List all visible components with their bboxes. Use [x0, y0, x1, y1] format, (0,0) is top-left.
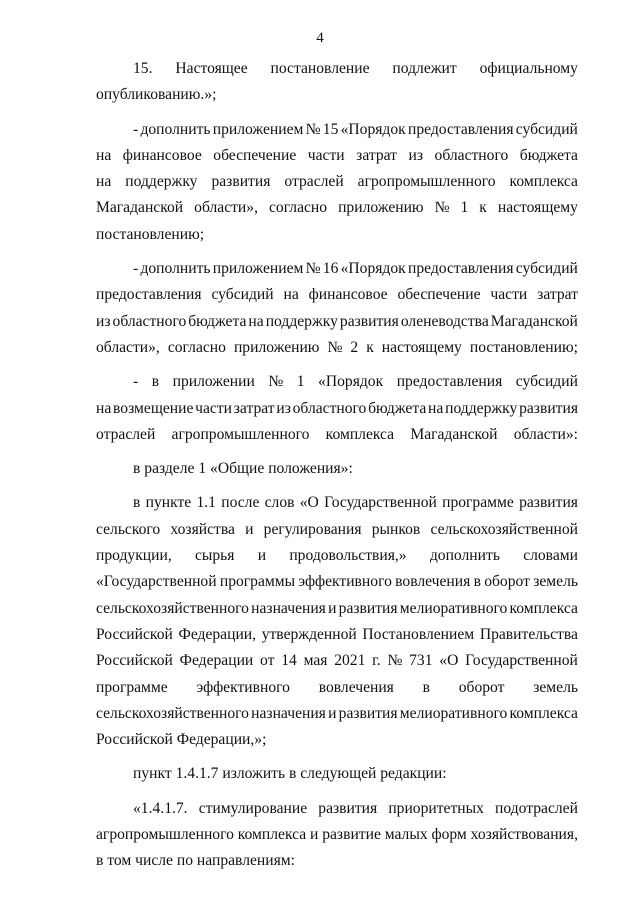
word: 1.4.1.7	[175, 765, 223, 783]
word: сельскохозяйственной	[430, 520, 578, 538]
word: «Порядок	[340, 260, 406, 278]
word: возмещение	[113, 399, 194, 417]
text-line	[96, 195, 578, 221]
page-number: 4	[316, 30, 324, 46]
word: и	[328, 704, 337, 722]
word: мелиоративного	[399, 704, 508, 722]
text-line	[96, 675, 578, 701]
word: к	[366, 338, 374, 356]
word: программы	[219, 573, 296, 591]
word: к	[479, 199, 487, 217]
text-line	[96, 256, 578, 282]
word: хозяйства	[170, 520, 235, 538]
word: развития	[211, 173, 271, 191]
word: слов	[264, 494, 295, 512]
word: Настоящее	[175, 60, 248, 77]
text-line: опубликованию.»;	[96, 86, 217, 104]
word: 2021	[334, 652, 366, 670]
word: числе	[135, 852, 177, 870]
word: по	[176, 852, 197, 870]
word: мая	[303, 652, 328, 670]
text-line	[96, 543, 578, 569]
word: -	[133, 260, 139, 278]
word: субсидий	[211, 286, 274, 304]
word: предоставления	[396, 373, 503, 391]
word: 15.	[133, 60, 153, 77]
text-line	[96, 761, 578, 787]
word: 731	[409, 652, 433, 670]
word: №	[268, 373, 284, 391]
word: и	[310, 826, 319, 844]
word: №	[387, 652, 403, 670]
word: развития	[338, 704, 398, 722]
word: «Государственной	[96, 573, 217, 591]
word: согласно	[167, 338, 226, 356]
word: продукции,	[96, 547, 172, 565]
word: постановление	[270, 60, 370, 77]
text-line	[96, 569, 578, 595]
word: подлежит	[392, 60, 457, 77]
word: приложением	[212, 120, 304, 138]
word: рынков	[371, 520, 421, 538]
text-line	[96, 422, 578, 448]
word: приложению	[338, 199, 424, 217]
word: и	[328, 599, 337, 617]
word: земель	[533, 573, 578, 591]
word: «Общие	[210, 460, 269, 478]
word: дополнить	[429, 547, 500, 565]
word: дополнить	[140, 120, 211, 138]
word: постановлению;	[469, 338, 578, 356]
word: дополнить	[140, 260, 211, 278]
word: комплекса	[325, 425, 395, 443]
word: продовольствия,»	[289, 547, 407, 565]
word: области»:	[513, 425, 578, 443]
word: агропромышленного	[96, 826, 234, 844]
word: Государственной	[465, 652, 578, 670]
word: на	[96, 399, 112, 417]
word: на	[283, 286, 299, 304]
word: развитие	[322, 826, 381, 844]
word: утвержденной	[261, 625, 357, 643]
word: приложению	[233, 338, 320, 356]
word: Государственной	[324, 494, 437, 512]
word: из	[276, 399, 291, 417]
word: на	[248, 312, 264, 330]
word: областного	[434, 146, 509, 164]
word: на	[96, 146, 112, 164]
word: Российской	[96, 625, 173, 643]
word: «1.4.1.7.	[133, 799, 188, 817]
word: «О	[439, 652, 459, 670]
word: вовлечения	[318, 678, 394, 696]
word: 2	[350, 338, 359, 356]
word: Правительства	[479, 625, 578, 643]
word: стимулирование	[198, 799, 308, 817]
word: от	[260, 652, 275, 670]
word: обеспечение	[397, 286, 481, 304]
word: направлениям:	[196, 852, 295, 870]
word: сельскохозяйственного	[96, 599, 249, 617]
word: в	[289, 765, 301, 783]
word: №	[305, 260, 321, 278]
word: -	[133, 373, 139, 391]
word: регулирования	[263, 520, 362, 538]
word: настоящему	[381, 338, 462, 356]
word: 16	[322, 260, 339, 278]
word: комплекса	[509, 173, 578, 191]
text-line	[96, 396, 578, 422]
word: -	[133, 120, 139, 138]
text-line	[96, 117, 578, 143]
word: после	[221, 494, 260, 512]
word: «О	[299, 494, 319, 512]
text-line	[96, 848, 578, 874]
word: №	[327, 338, 343, 356]
word: вовлечения	[395, 573, 471, 591]
word: пункт	[133, 765, 176, 783]
word: пункте	[145, 494, 192, 512]
word: малых	[384, 826, 428, 844]
word: форм	[431, 826, 467, 844]
text-line	[96, 309, 578, 335]
word: разделе	[144, 460, 199, 478]
text-line	[96, 169, 578, 195]
word: следующей	[300, 765, 381, 783]
word: 1	[296, 373, 305, 391]
word: части	[307, 146, 345, 164]
word: 15	[322, 120, 339, 138]
word: Федерации	[179, 652, 254, 670]
word: областного	[112, 312, 187, 330]
word: 14	[281, 652, 297, 670]
word: развития	[519, 399, 578, 417]
word: субсидий	[515, 260, 578, 278]
word: оборот	[484, 573, 530, 591]
word: Магаданской	[490, 312, 578, 330]
text-line	[96, 517, 578, 543]
word: финансовое	[308, 286, 388, 304]
word: на	[96, 173, 112, 191]
word: развития	[339, 312, 399, 330]
word: предоставления	[407, 120, 514, 138]
word: словами	[523, 547, 578, 565]
word: 1	[460, 199, 469, 217]
word: сырья	[194, 547, 235, 565]
word: бюджета	[188, 312, 247, 330]
word: Федерации,»;	[176, 731, 267, 749]
word: назначения	[251, 704, 326, 722]
word: отраслей	[284, 173, 344, 191]
word: 1	[198, 460, 211, 478]
word: части	[195, 399, 232, 417]
text-line: постановлению;	[96, 225, 205, 243]
word: на	[428, 399, 444, 417]
text-line	[96, 490, 578, 516]
text-line	[96, 596, 578, 622]
word: назначения	[251, 599, 326, 617]
word: положения»:	[268, 460, 353, 478]
text-line	[96, 648, 578, 674]
word: агропромышленного	[357, 173, 496, 191]
word: программе	[442, 494, 514, 512]
word: комплекса	[509, 599, 578, 617]
word: сельскохозяйственного	[96, 704, 249, 722]
word: отраслей	[96, 425, 156, 443]
word: развития	[338, 599, 398, 617]
word: программе	[96, 678, 168, 696]
word: эффективного	[298, 573, 392, 591]
word: Магаданской	[96, 199, 184, 217]
text-line	[96, 282, 578, 308]
word: оленеводства	[400, 312, 489, 330]
word: в	[133, 460, 145, 478]
word: Магаданской	[410, 425, 498, 443]
word: из	[408, 146, 424, 164]
word: редакции:	[380, 765, 447, 783]
word: комплекса	[509, 704, 578, 722]
word: и	[257, 547, 267, 565]
word: в	[473, 573, 481, 591]
word: том	[107, 852, 136, 870]
document-body	[96, 56, 578, 875]
word: области»,	[194, 199, 258, 217]
text-line	[96, 335, 578, 361]
word: Российской	[96, 731, 177, 749]
word: обеспечение	[213, 146, 297, 164]
word: предоставления	[96, 286, 202, 304]
word: земель	[533, 678, 578, 696]
text-line	[96, 796, 578, 822]
word: и	[245, 520, 254, 538]
word: подотраслей	[495, 799, 578, 817]
word: Федерации,	[178, 625, 257, 643]
word: затрат	[233, 399, 275, 417]
text-line	[96, 701, 578, 727]
word: развития	[519, 494, 578, 512]
word: в	[96, 852, 108, 870]
word: комплекса	[237, 826, 307, 844]
text-line	[96, 622, 578, 648]
word: затрат	[356, 146, 397, 164]
word: из	[96, 312, 111, 330]
word: «Порядок	[318, 373, 384, 391]
word: №	[305, 120, 321, 138]
word: 1.1	[196, 494, 216, 512]
word: затрат	[537, 286, 578, 304]
word: настоящему	[497, 199, 578, 217]
word: поддержку	[445, 399, 518, 417]
text-line	[96, 727, 578, 753]
word: части	[490, 286, 528, 304]
word: субсидий	[515, 120, 578, 138]
word: приложении	[172, 373, 255, 391]
word: Постановлением	[362, 625, 475, 643]
text-line	[96, 369, 578, 395]
word: области»,	[96, 338, 160, 356]
word: г.	[372, 652, 381, 670]
word: эффективного	[196, 678, 290, 696]
word: «Порядок	[340, 120, 406, 138]
word: официальному	[479, 60, 578, 77]
word: сельского	[96, 520, 161, 538]
word: поддержку	[265, 312, 338, 330]
word: субсидий	[515, 373, 578, 391]
text-line	[96, 56, 578, 82]
text-line	[96, 143, 578, 169]
word: развития	[318, 799, 378, 817]
word: в	[133, 494, 141, 512]
word: мелиоративного	[399, 599, 508, 617]
word: поддержку	[125, 173, 198, 191]
word: предоставления	[407, 260, 514, 278]
word: агропромышленного	[171, 425, 310, 443]
word: приоритетных	[388, 799, 484, 817]
word: изложить	[222, 765, 289, 783]
text-line	[96, 456, 578, 482]
text-line	[96, 822, 578, 848]
word: оборот	[458, 678, 505, 696]
word: областного	[292, 399, 367, 417]
word: Российской	[96, 652, 173, 670]
word: бюджета	[519, 146, 578, 164]
word: согласно	[268, 199, 328, 217]
word: хозяйствования,	[470, 826, 578, 844]
word: приложением	[212, 260, 304, 278]
word: бюджета	[368, 399, 427, 417]
word: в	[151, 373, 160, 391]
word: №	[434, 199, 450, 217]
word: финансовое	[122, 146, 202, 164]
word: в	[422, 678, 430, 696]
